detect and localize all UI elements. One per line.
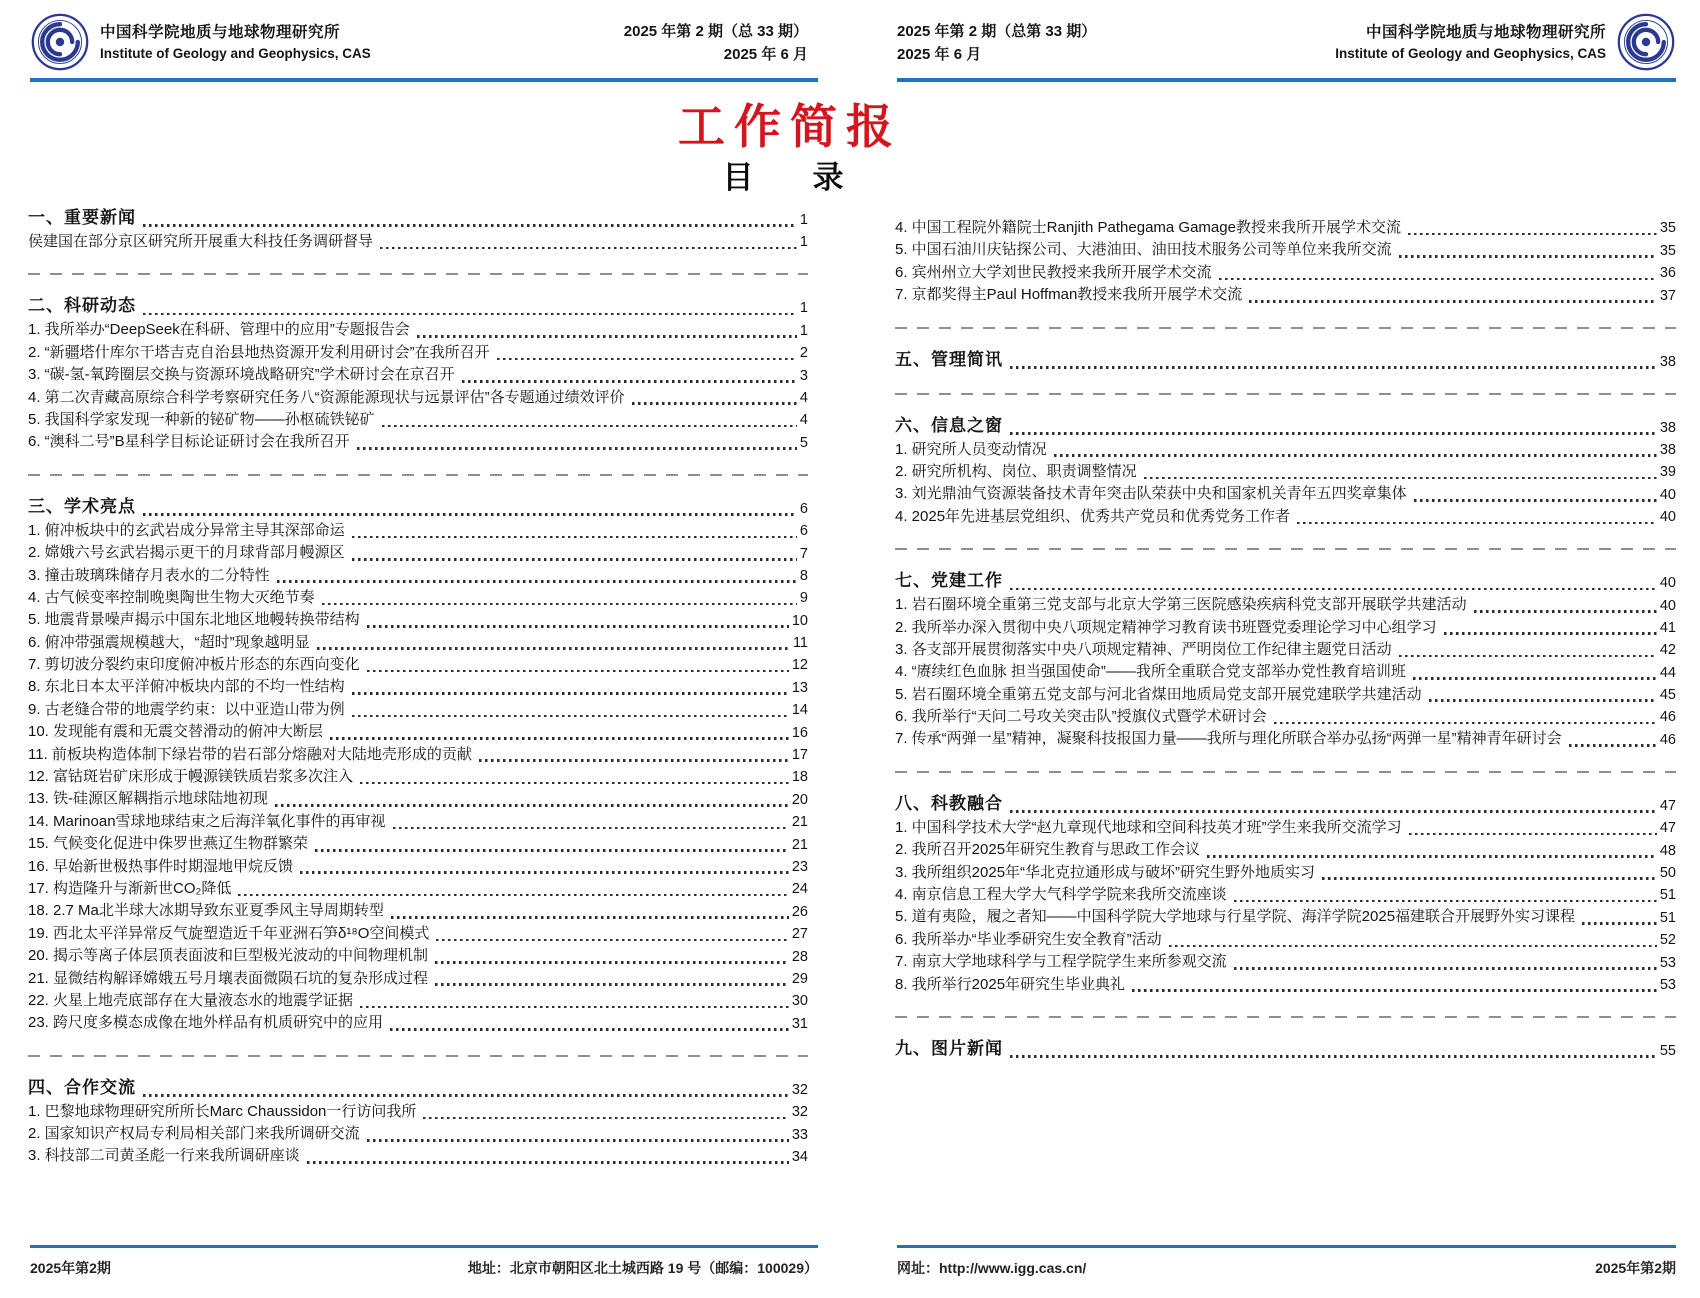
dot-leader [357,447,797,450]
dot-leader [1399,655,1657,658]
toc-entry-label: 12. 富钴斑岩矿床形成于幔源镁铁质岩浆多次注入 [28,768,354,786]
toc-entry-label: 22. 火星上地壳底部存在大量液态水的地震学证据 [28,991,354,1009]
toc-entry-label: 8. 东北日本太平洋俯冲板块内部的不均一性结构 [28,678,345,696]
dot-leader [238,894,789,897]
dot-leader [1010,810,1657,813]
toc-entry-label: 一、重要新闻 [28,208,136,227]
toc-entry-label: 16. 早始新世极热事件时期湿地甲烷反馈 [28,857,294,875]
page-number: 41 [1659,619,1676,636]
dashed-separator [895,771,1676,773]
dot-leader [1408,233,1657,236]
dot-leader [1322,877,1657,880]
page-number: 53 [1659,954,1676,971]
footer-right-page [897,1258,1676,1278]
dot-leader [352,558,797,561]
toc-entry-label: 7. 京都奖得主Paul Hoffman教授来我所开展学术交流 [895,286,1243,304]
dot-leader [479,759,789,762]
org-name-en: Institute of Geology and Geophysics, CAS [1335,45,1606,61]
toc-entry-label: 2. 我所召开2025年研究生教育与思政工作会议 [895,841,1201,859]
footer-website: 网址：http://www.igg.cas.cn/ [897,1260,1087,1276]
toc-entry-label: 6. 宾州州立大学刘世民教授来我所开展学术交流 [895,263,1212,281]
page-number: 32 [791,1104,808,1121]
page-number: 6 [799,500,808,517]
toc-item-row [895,728,1676,750]
dot-leader [1010,432,1657,435]
toc-item-row [895,617,1676,639]
toc-entry-label: 二、科研动态 [28,296,136,316]
page-number: 4 [799,412,808,429]
page-number: 42 [1659,642,1676,659]
toc-entry-label: 17. 构造隆升与渐新世CO₂降低 [28,879,232,897]
page-number: 26 [791,903,808,920]
org-name-cn: 中国科学院地质与地球物理研究所 [1365,23,1606,41]
toc-entry-label: 3. 刘光鼎油气资源装备技术青年突击队荣获中央和国家机关青年五四奖章集体 [895,485,1407,503]
page-number: 9 [799,590,808,607]
toc-item-row [895,817,1676,839]
page-number: 47 [1659,797,1676,814]
toc-entry-label: 四、合作交流 [28,1077,136,1097]
issue-date: 2025 年 6 月 [897,46,982,63]
dot-leader [1010,1055,1657,1058]
dot-leader [300,871,789,874]
toc-section-row [28,205,808,231]
toc-item-row [28,878,808,900]
toc-item-row [28,231,808,253]
cas-igg-logo-icon [1616,12,1676,72]
dashed-separator [28,474,808,476]
page-title: 工作简报 [678,100,902,155]
page-number: 21 [791,836,808,853]
page-number: 40 [1659,486,1676,503]
toc-item-row [895,439,1676,461]
page-number: 23 [791,858,808,875]
dot-leader [360,782,789,785]
header-left-page [30,12,808,72]
cas-igg-logo-icon [30,12,90,72]
dashed-separator [895,1016,1676,1018]
page-number: 55 [1659,1042,1676,1059]
toc-item-row [895,839,1676,861]
toc-item-row [28,788,808,810]
dot-leader [330,737,789,740]
dot-leader [367,670,789,673]
page-number: 44 [1659,664,1676,681]
page-number: 52 [1659,932,1676,949]
toc-item-row [28,654,808,676]
dashed-separator [28,273,808,275]
issue-date: 2025 年 6 月 [723,46,808,63]
toc-column-left [28,203,808,1168]
dot-leader [1399,255,1657,258]
dot-leader [1429,699,1657,702]
page-number: 35 [1659,242,1676,259]
dot-leader [322,603,797,606]
dot-leader [1474,610,1657,613]
toc-section-row [895,347,1676,373]
page-number: 17 [791,747,808,764]
toc-entry-label: 8. 我所举行2025年研究生毕业典礼 [895,975,1126,993]
toc-item-row [28,542,808,564]
page-number: 30 [791,993,808,1010]
toc-item-row [28,766,808,788]
toc-entry-label: 20. 揭示等离子体层顶表面波和巨型极光波动的中间物理机制 [28,947,429,965]
toc-item-row [895,284,1676,306]
page-number: 38 [1659,353,1676,370]
toc-item-row [28,699,808,721]
toc-entry-label: 13. 铁-硅源区解耦指示地球陆地初现 [28,790,269,808]
toc-item-row [28,1146,808,1168]
dot-leader [143,313,797,316]
page-number: 40 [1659,575,1676,592]
page-number: 13 [791,679,808,696]
dashed-separator [28,1055,808,1057]
toc-item-row [895,951,1676,973]
issue-info-right-page [897,12,1096,66]
page-number: 46 [1659,731,1676,748]
dashed-separator [895,393,1676,395]
toc-item-row [28,520,808,542]
toc-item-row [895,661,1676,683]
toc-item-row [28,990,808,1012]
toc-entry-label: 5. 中国石油川庆钻探公司、大港油田、油田技术服务公司等单位来我所交流 [895,241,1392,259]
toc-item-row [895,906,1676,928]
toc-item-row [28,721,808,743]
page-number: 24 [791,881,808,898]
toc-entry-label: 1. 研究所人员变动情况 [895,440,1047,458]
toc-entry-label: 7. 南京大学地球科学与工程学院学生来所参观交流 [895,953,1227,971]
org-name-en: Institute of Geology and Geophysics, CAS [100,45,371,61]
page-number: 7 [799,545,808,562]
page-number: 38 [1659,441,1676,458]
toc-item-row [895,684,1676,706]
dot-leader [352,715,789,718]
header-rule-left [30,78,818,82]
toc-item-row [28,811,808,833]
page-number: 48 [1659,842,1676,859]
page-number: 29 [791,970,808,987]
toc-entry-label: 八、科教融合 [895,793,1003,813]
toc-section-row [28,494,808,520]
toc-item-row [895,239,1676,261]
toc-item-row [28,1123,808,1145]
toc-entry-label: 6. 我所举办“毕业季研究生安全教育”活动 [895,930,1162,948]
page-number: 1 [799,300,808,317]
toc-entry-label: 6. 我所举行“天问二号攻关突击队”授旗仪式暨学术研讨会 [895,708,1267,726]
page-number: 27 [791,926,808,943]
page-number: 11 [792,635,808,652]
dot-leader [1132,989,1657,992]
toc-entry-label: 2. 我所举办深入贯彻中央八项规定精神学习教育读书班暨党委理论学习中心组学习 [895,618,1437,636]
dot-leader [1274,722,1657,725]
toc-item-row [28,364,808,386]
toc-entry-label: 3. “碳-氢-氧跨圈层交换与资源环境战略研究”学术研讨会在京召开 [28,366,455,384]
page-number: 36 [1659,265,1676,282]
page-number: 14 [791,702,808,719]
dot-leader [435,983,789,986]
dot-leader [1169,945,1657,948]
toc-item-row [28,387,808,409]
toc-entry-label: 侯建国在部分京区研究所开展重大科技任务调研督导 [28,232,374,250]
toc-entry-label: 2. 国家知识产权局专利局相关部门来我所调研交流 [28,1125,360,1143]
toc-heading: 目 录 [722,160,858,195]
page-number: 1 [799,322,808,339]
toc-entry-label: 3. 科技部二司黄圣彪一行来我所调研座谈 [28,1147,300,1165]
dot-leader [435,961,789,964]
dot-leader [1444,632,1657,635]
page-number: 1 [799,234,808,251]
page-number: 8 [799,567,808,584]
header-rule-right [897,78,1676,82]
toc-section-row [28,293,808,319]
issue-number: 2025 年第 2 期（总第 33 期） [897,23,1097,40]
footer-rule-right [897,1245,1676,1248]
page-number: 31 [791,1015,808,1032]
toc-item-row [28,856,808,878]
toc-entry-label: 4. “赓续红色血脉 担当强国使命”——我所全重联合党支部举办党性教育培训班 [895,663,1406,681]
toc-entry-label: 4. 第二次青藏高原综合科学考察研究任务八“资源能源现状与远景评估”各专题通过绩效评价 [28,388,625,406]
toc-entry-label: 六、信息之窗 [895,415,1003,435]
page-number: 45 [1659,687,1676,704]
dot-leader [1234,900,1657,903]
page-number: 40 [1659,509,1676,526]
toc-entry-label: 4. 南京信息工程大学大气科学学院来我所交流座谈 [895,886,1227,904]
toc-entry-label: 19. 西北太平洋异常反气旋塑造近千年亚洲石笋δ¹⁸O空间模式 [28,924,430,942]
dot-leader [393,827,789,830]
page-number: 33 [791,1126,808,1143]
toc-entry-label: 三、学术亮点 [28,496,136,516]
page-number: 39 [1659,464,1676,481]
dot-leader [1297,522,1657,525]
toc-item-row [895,929,1676,951]
page-number: 32 [791,1081,808,1098]
toc-section-row [895,791,1676,817]
page-number: 53 [1659,976,1676,993]
toc-item-row [28,923,808,945]
toc-entry-label: 5. 岩石圈环境全重第五党支部与河北省煤田地质局党支部开展党建联学共建活动 [895,685,1422,703]
dot-leader [1010,588,1657,591]
dot-leader [1249,300,1657,303]
page-number: 21 [791,814,808,831]
toc-entry-label: 3. 撞击玻璃珠储存月表水的二分特性 [28,566,270,584]
toc-item-row [28,431,808,453]
toc-item-row [895,461,1676,483]
toc-entry-label: 1. 岩石圈环境全重第三党支部与北京大学第三医院感染疾病科党支部开展联学共建活动 [895,596,1467,614]
toc-entry-label: 4. 古气候变率控制晚奥陶世生物大灭绝节奏 [28,588,315,606]
toc-entry-label: 5. 我国科学家发现一种新的铋矿物——孙枢硫铁铋矿 [28,410,375,428]
toc-entry-label: 5. 地震背景噪声揭示中国东北地区地幔转换带结构 [28,611,360,629]
toc-item-row [28,1012,808,1034]
page-number: 37 [1659,287,1676,304]
dot-leader [315,849,789,852]
toc-entry-label: 4. 中国工程院外籍院士Ranjith Pathegama Gamage教授来我所开展学术交流 [895,218,1401,236]
toc-entry-label: 4. 2025年先进基层党组织、优秀共产党员和优秀党务工作者 [895,507,1291,525]
issue-number: 2025 年第 2 期（总 33 期） [623,23,808,40]
toc-entry-label: 5. 道有夷险，履之者知——中国科学院大学地球与行星学院、海洋学院2025福建联合开展野外实习课程 [895,908,1576,926]
footer-left-page [30,1258,818,1278]
toc-entry-label: 1. 我所举办“DeepSeek在科研、管理中的应用”专题报告会 [28,321,410,339]
dot-leader [1054,454,1657,457]
toc-entry-label: 21. 显微结构解译嫦娥五号月壤表面微陨石坑的复杂形成过程 [28,969,429,987]
toc-item-row [28,900,808,922]
toc-item-row [28,744,808,766]
toc-section-row [895,1036,1676,1062]
toc-entry-label: 七、党建工作 [895,571,1003,591]
toc-entry-label: 九、图片新闻 [895,1038,1003,1058]
dot-leader [275,804,789,807]
toc-entry-label: 15. 气候变化促进中侏罗世燕辽生物群繁荣 [28,835,309,853]
toc-entry-label: 2. 研究所机构、岗位、职责调整情况 [895,462,1137,480]
page-number: 5 [799,434,808,451]
toc-item-row [895,862,1676,884]
toc-item-row [28,632,808,654]
issue-info-left-page [624,12,808,66]
page-number: 47 [1659,820,1676,837]
dot-leader [1144,477,1657,480]
page-number: 12 [791,657,808,674]
toc-entry-label: 6. 俯冲带强震规模越大，“超时”现象越明显 [28,633,310,651]
toc-entry-label: 9. 古老缝合带的地震学约束：以中亚造山带为例 [28,700,345,718]
footer-issue-label: 2025年第2期 [1595,1260,1676,1276]
toc-item-row [28,945,808,967]
toc-item-row [28,676,808,698]
toc-entry-label: 18. 2.7 Ma北半球大冰期导致东亚夏季风主导周期转型 [28,902,384,920]
toc-entry-label: 14. Marinoan雪球地球结束之后海洋氧化事件的再审视 [28,812,386,830]
org-block-left [30,12,371,72]
toc-item-row [28,342,808,364]
page-number: 2 [799,345,808,362]
toc-item-row [28,968,808,990]
toc-item-row [895,639,1676,661]
toc-item-row [895,884,1676,906]
dot-leader [1414,499,1657,502]
toc-item-row [28,1101,808,1123]
toc-section-row [895,413,1676,439]
toc-entry-label: 7. 传承“两弹一星”精神，凝聚科技报国力量——我所与理化所联合举办弘扬“两弹一星”精神青年研讨会 [895,730,1562,748]
toc-item-row [895,217,1676,239]
toc-entry-label: 23. 跨尺度多模态成像在地外样品有机质研究中的应用 [28,1014,384,1032]
org-block-right [1335,12,1676,72]
page-number: 4 [799,389,808,406]
dot-leader [1010,366,1657,369]
toc-item-row [895,974,1676,996]
dot-leader [462,380,797,383]
dot-leader [1569,744,1657,747]
dot-leader [277,580,797,583]
dot-leader [632,402,797,405]
toc-item-row [895,594,1676,616]
page-number: 18 [791,769,808,786]
toc-section-row [895,568,1676,594]
toc-item-row [895,706,1676,728]
dot-leader [391,916,789,919]
dot-leader [143,513,797,516]
toc-section-row [28,1075,808,1101]
toc-item-row [28,833,808,855]
dashed-separator [895,327,1676,329]
header-right-page [897,12,1676,72]
dot-leader [1219,278,1657,281]
dot-leader [417,335,797,338]
toc-entry-label: 1. 中国科学技术大学“赵九章现代地球和空间科技英才班”学生来我所交流学习 [895,818,1402,836]
toc-entry-label: 2. “新疆塔什库尔干塔吉克自治县地热资源开发利用研讨会”在我所召开 [28,343,490,361]
page-number: 20 [791,791,808,808]
page-number: 1 [799,212,808,228]
page-number: 28 [791,948,808,965]
toc-entry-label: 7. 剪切波分裂约束印度俯冲板片形态的东西向变化 [28,656,360,674]
dashed-separator [895,548,1676,550]
toc-column-right [895,203,1676,1062]
toc-entry-label: 1. 巴黎地球物理研究所所长Marc Chaussidon一行访问我所 [28,1102,417,1120]
dot-leader [1207,855,1657,858]
page-number: 46 [1659,709,1676,726]
dot-leader [352,536,797,539]
toc-entry-label: 3. 我所组织2025年“华北克拉通形成与破坏”研究生野外地质实习 [895,863,1316,881]
toc-entry-label: 2. 嫦娥六号玄武岩揭示更干的月球背部月幔源区 [28,544,345,562]
toc-entry-label: 10. 发现能有震和无震交替滑动的俯冲大断层 [28,723,324,741]
dot-leader [380,247,797,250]
toc-item-row [895,506,1676,528]
dot-leader [436,939,788,942]
toc-item-row [28,587,808,609]
dot-leader [367,625,789,628]
dot-leader [360,1006,789,1009]
dot-leader [390,1028,789,1031]
footer-address: 地址：北京市朝阳区北土城西路 19 号（邮编：100029） [467,1260,818,1276]
toc-item-row [895,483,1676,505]
toc-item-row [895,262,1676,284]
org-name-cn: 中国科学院地质与地球物理研究所 [100,23,341,41]
dot-leader [317,647,790,650]
page-number: 34 [791,1148,808,1165]
toc-entry-label: 3. 各支部开展贯彻落实中央八项规定精神、严明岗位工作纪律主题党日活动 [895,640,1392,658]
page-number: 51 [1659,909,1676,926]
dot-leader [1409,833,1657,836]
dot-leader [497,358,797,361]
toc-item-row [28,409,808,431]
toc-entry-label: 五、管理简讯 [895,349,1003,369]
dot-leader [307,1161,789,1164]
dot-leader [423,1117,788,1120]
dot-leader [1582,922,1657,925]
dot-leader [1413,677,1657,680]
page-number: 35 [1659,220,1676,237]
toc-item-row [28,609,808,631]
dot-leader [382,425,797,428]
page-number: 38 [1659,419,1676,436]
page-number: 3 [799,367,808,384]
toc-entry-label: 1. 俯冲板块中的玄武岩成分异常主导其深部命运 [28,521,345,539]
page-number: 40 [1659,597,1676,614]
dot-leader [1234,967,1657,970]
page-number: 51 [1659,887,1676,904]
dot-leader [143,224,797,227]
toc-entry-label: 11. 前板块构造体制下绿岩带的岩石部分熔融对大陆地壳形成的贡献 [28,745,472,763]
dot-leader [352,692,789,695]
page-number: 50 [1659,865,1676,882]
page-number: 10 [791,612,808,629]
toc-item-row [28,319,808,341]
toc-entry-label: 6. “澳科二号”B星科学目标论证研讨会在我所召开 [28,433,350,451]
page-number: 16 [791,724,808,741]
footer-rule-left [30,1245,818,1248]
page-number: 6 [799,523,808,540]
toc-item-row [28,565,808,587]
dot-leader [367,1139,789,1142]
dot-leader [143,1094,789,1097]
footer-issue-label: 2025年第2期 [30,1260,111,1276]
